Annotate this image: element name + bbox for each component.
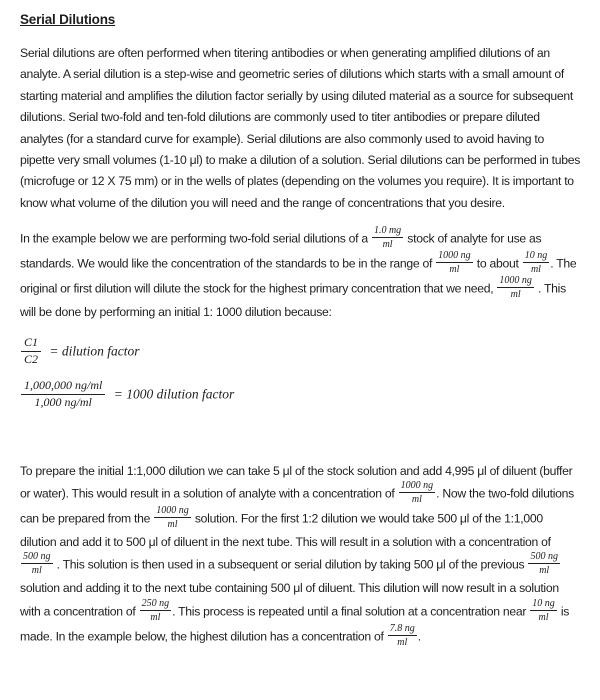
formula-thousand-fold (20, 377, 580, 411)
text-run: = dilution factor (46, 343, 140, 359)
text-run: . (417, 629, 421, 644)
fraction-numerator: 1000 ng (438, 250, 471, 262)
fraction-denominator: ml (530, 264, 541, 276)
fraction-numerator: 1,000,000 ng/ml (21, 379, 105, 396)
fraction-numerator: 500 ng (530, 551, 558, 563)
fraction (496, 275, 535, 300)
fraction (153, 505, 192, 530)
fraction-denominator: ml (382, 239, 393, 251)
fraction-numerator: 1000 ng (156, 505, 189, 517)
fraction-denominator: ml (449, 264, 460, 276)
text-run: is made. In the example below, the highest dilution has a concentration of (20, 604, 570, 644)
fraction-numerator: C1 (21, 336, 41, 353)
fraction (529, 598, 558, 623)
fraction (527, 551, 561, 576)
text-run: To prepare the initial 1:1,000 dilution we can take 5 μl of the stock solution and add 4,995 μl of diluent (buffer or water). This would result in a solution of analyte with a concentration of (20, 463, 573, 501)
fraction (139, 598, 173, 623)
fraction (435, 250, 474, 275)
text-run: to about (473, 256, 522, 271)
fraction-numerator: 7.8 ng (389, 622, 415, 634)
fraction-numerator: 500 ng (23, 551, 51, 563)
fraction-denominator: ml (510, 289, 521, 301)
fraction-denominator: 1,000 ng/ml (34, 395, 92, 410)
fraction (398, 480, 437, 505)
fraction (20, 336, 42, 367)
fraction (371, 225, 404, 250)
fraction-denominator: ml (539, 565, 550, 577)
fraction (522, 250, 551, 275)
fraction-numerator: 10 ng (532, 597, 555, 609)
fraction-denominator: ml (31, 565, 42, 577)
text-run: . This will be done by performing an initial 1: 1000 dilution because: (20, 281, 566, 320)
fraction-numerator: 250 ng (141, 597, 170, 609)
text-run: . This solution is then used in a subsequent or serial dilution by taking 500 μl of the previous (53, 558, 528, 573)
text-run: solution. For the first 1:2 dilution we would take 500 μl of the 1:1,000 dilution and add it to 500 μl of diluent in the next tube. This will result in a solution with a concentration of (20, 511, 551, 550)
fraction-numerator: 1000 ng (499, 275, 532, 287)
text-run: . This process is repeated until a final solution at a concentration near (172, 604, 530, 619)
fraction (20, 379, 106, 410)
text-run: In the example below we are performing two-fold serial dilutions of a (20, 231, 371, 246)
page-title: Serial Dilutions (20, 12, 116, 27)
fraction (20, 551, 54, 576)
example-paragraph (20, 227, 580, 323)
fraction-denominator: ml (538, 611, 549, 623)
text-run: . Now the two-fold dilutions can be prepared from the (20, 486, 574, 526)
text-run: . The original or first dilution will dilute the stock for the highest primary concentration that we need, (20, 256, 577, 296)
fraction-denominator: ml (167, 519, 178, 531)
fraction-denominator: ml (411, 494, 422, 506)
fraction (387, 623, 418, 648)
procedure-paragraph (20, 461, 580, 650)
fraction-numerator: 1000 ng (400, 480, 434, 492)
fraction-numerator: 1.0 mg (373, 225, 402, 237)
fraction-denominator: C2 (24, 352, 39, 367)
fraction-denominator: ml (150, 611, 161, 623)
formula-dilution-factor (20, 334, 580, 368)
fraction-denominator: ml (397, 636, 408, 648)
text-run: = 1000 dilution factor (110, 386, 235, 402)
text-run: solution and adding it to the next tube containing 500 μl of diluent. This dilution will now result in a solution with a concentration of (20, 581, 559, 619)
fraction-numerator: 10 ng (524, 250, 548, 262)
text-run: stock of analyte for use as standards. We would like the concentration of the standards to be in the range of (20, 231, 542, 271)
intro-paragraph: Serial dilutions are often performed when titering antibodies or when generating amplified dilutions of an analyte. A serial dilution is a step-wise and geometric series of dilutions which starts with a small amount of starting material and amplifies the dilution factor serially by using diluted material as a source for subsequent dilutions. Serial two-fold and ten-fold dilutions are commonly used to titer antibodies or prepare diluted analytes (for a standard curve for example). Serial dilutions are also commonly used to avoid having to pipette very small volumes (1-10 μl) to make a dilution of a solution. Serial dilutions can be performed in tubes (microfuge or 12 X 75 mm) or in the wells of plates (depending on the volumes you require). It is important to know what volume of the dilution you will need and the range of concentrations that you desire. (20, 46, 581, 210)
